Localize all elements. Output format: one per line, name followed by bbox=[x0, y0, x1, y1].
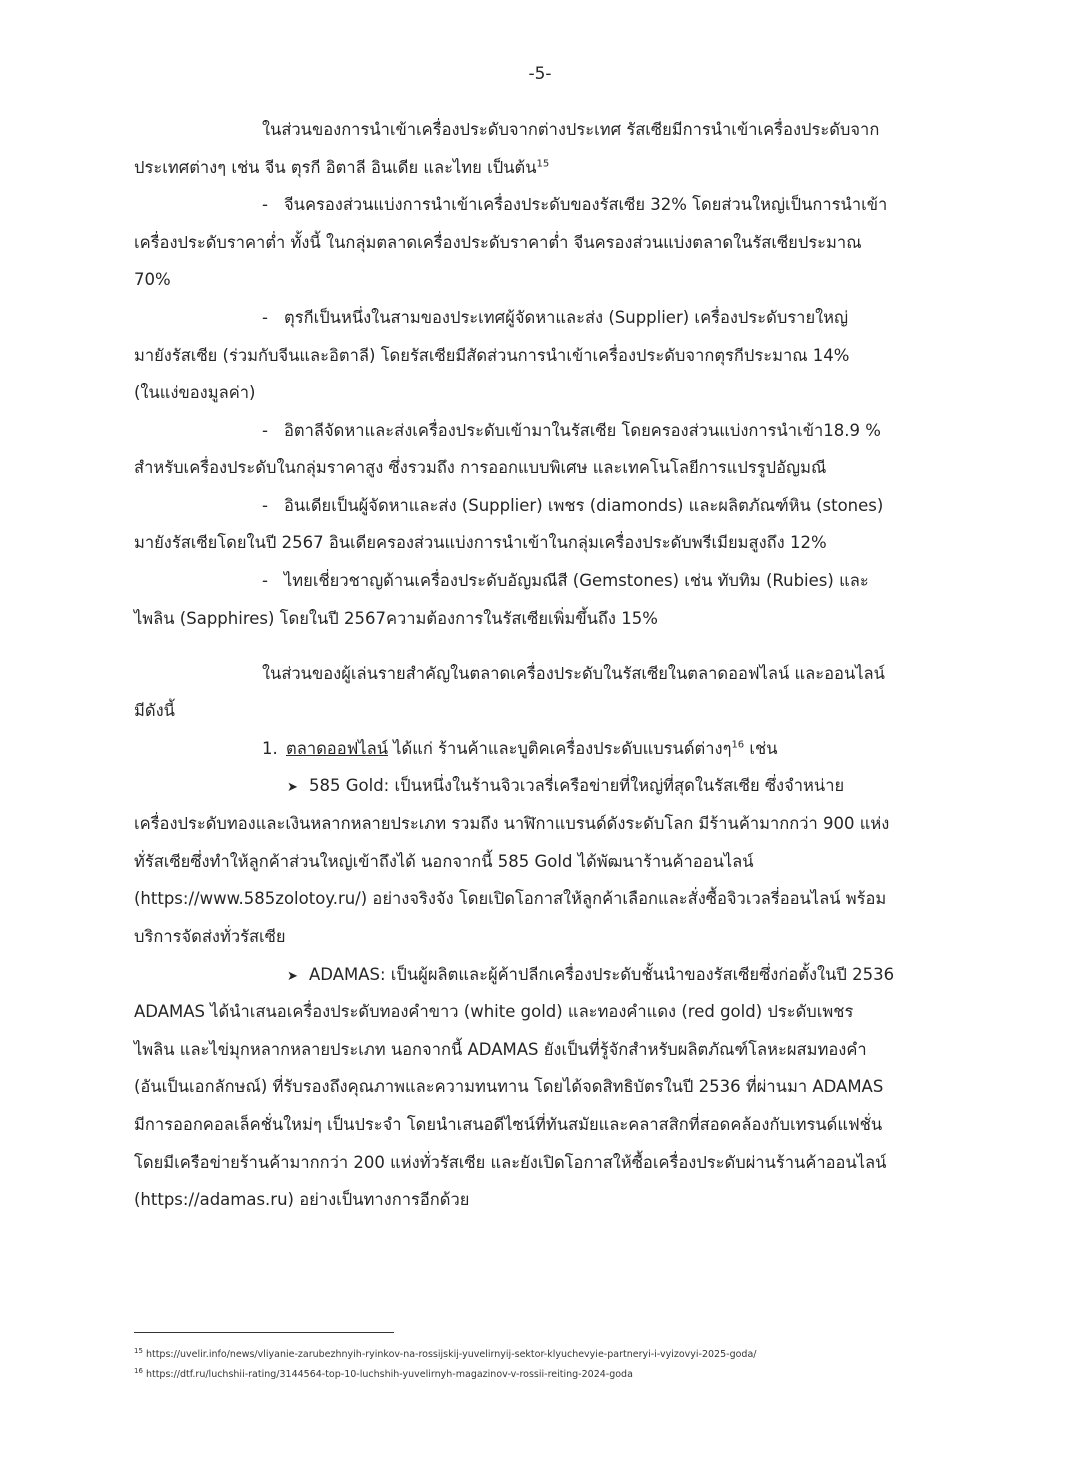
paragraph-line: มีการออกคอลเล็คชั่นใหม่ๆ เป็นประจำ โดยนำเสนอดีไซน์ที่ทันสมัยและคลาสสิกที่สอดคล้องกับเทรนด์แฟชั่น bbox=[134, 1115, 883, 1134]
paragraph-line: สำหรับเครื่องประดับในกลุ่มราคาสูง ซึ่งรวมถึง การออกแบบพิเศษ และเทคโนโลยีการแปรรูปอัญมณี bbox=[134, 458, 827, 477]
bullet-dash: - bbox=[262, 571, 268, 590]
bullet-dash: - bbox=[262, 195, 268, 214]
bullet-dash: - bbox=[262, 421, 268, 440]
bullet-dash: - bbox=[262, 496, 268, 515]
arrow-bullet-icon: ➤ bbox=[287, 969, 298, 984]
paragraph-line: มายังรัสเซีย (ร่วมกับจีนและอิตาลี) โดยรัสเซียมีสัดส่วนการนำเข้าเครื่องประดับจากตุรกีประมาณ 14% bbox=[134, 346, 850, 365]
bullet-item: - อินเดียเป็นผู้จัดหาและส่ง (Supplier) เพชร (diamonds) และผลิตภัณฑ์หิน (stones) bbox=[262, 494, 883, 518]
paragraph-line: โดยมีเครือข่ายร้านค้ามากกว่า 200 แห่งทั่วรัสเซีย และยังเปิดโอกาสให้ซื้อเครื่องประดับผ่านร้านค้าออนไลน์ bbox=[134, 1153, 887, 1172]
paragraph-line: ในส่วนของผู้เล่นรายสำคัญในตลาดเครื่องประดับในรัสเซียในตลาดออฟไลน์ และออนไลน์ bbox=[262, 664, 885, 683]
paragraph-line: ไพลิน และไข่มุกหลากหลายประเภท นอกจากนี้ ADAMAS ยังเป็นที่รู้จักสำหรับผลิตภัณฑ์โลหะผสมทองคำ bbox=[134, 1040, 867, 1059]
paragraph-line: ไพลิน (Sapphires) โดยในปี 2567ความต้องการในรัสเซียเพิ่มขึ้นถึง 15% bbox=[134, 609, 658, 628]
footnote-ref: 15 bbox=[536, 158, 550, 170]
store-item-585-gold: ➤ 585 Gold: เป็นหนึ่งในร้านจิวเวลรี่เครือข่ายที่ใหญ่ที่สุดในรัสเซีย ซึ่งจำหน่าย bbox=[287, 774, 844, 800]
paragraph-line: บริการจัดส่งทั่วรัสเซีย bbox=[134, 927, 286, 946]
paragraph-line: (อันเป็นเอกลักษณ์) ที่รับรองถึงคุณภาพและความทนทาน โดยได้จดสิทธิบัตรในปี 2536 ที่ผ่านมา ADAMAS bbox=[134, 1077, 884, 1096]
paragraph-line: มีดังนี้ bbox=[134, 701, 175, 720]
paragraph-line: ADAMAS ได้นำเสนอเครื่องประดับทองคำขาว (white gold) และทองคำแดง (red gold) ประดับเพชร bbox=[134, 1002, 854, 1021]
paragraph-line: 70% bbox=[134, 270, 171, 289]
page-number: -5- bbox=[528, 64, 552, 84]
footnote-separator bbox=[134, 1332, 394, 1333]
footnote-16: $^{16}$ https://dtf.ru/luchshii-rating/3144564-top-10-luchshih-yuvelirnyh-magazinov-v-rossii-reiting-2024-goda bbox=[134, 1366, 633, 1380]
bullet-dash: - bbox=[262, 308, 268, 327]
paragraph-line: ในส่วนของการนำเข้าเครื่องประดับจากต่างประเทศ รัสเซียมีการนำเข้าเครื่องประดับจาก bbox=[262, 120, 880, 139]
paragraph-line: มายังรัสเซียโดยในปี 2567 อินเดียครองส่วนแบ่งการนำเข้าในกลุ่มเครื่องประดับพรีเมียมสูงถึง 12% bbox=[134, 533, 827, 552]
bullet-item: - ไทยเชี่ยวชาญด้านเครื่องประดับอัญมณีสี (Gemstones) เช่น ทับทิม (Rubies) และ bbox=[262, 569, 869, 593]
store-item-adamas: ➤ ADAMAS: เป็นผู้ผลิตและผู้ค้าปลีกเครื่องประดับชั้นนำของรัสเซียซึ่งก่อตั้งในปี 2536 bbox=[287, 963, 894, 989]
footnote-15: $^{15}$ https://uvelir.info/news/vliyanie-zarubezhnyih-ryinkov-na-rossijskij-yuvelirnyij-sektor-klyuchevyie-partneryi-i-vyizovyi-2025-goda/ bbox=[134, 1346, 757, 1360]
numbered-item: 1. ตลาดออฟไลน์ ได้แก่ ร้านค้าและบูติคเครื่องประดับแบรนด์ต่างๆ$^{16}$ เช่น bbox=[262, 739, 778, 758]
paragraph-line: (https://adamas.ru) อย่างเป็นทางการอีกด้วย bbox=[134, 1190, 470, 1209]
paragraph-line: (ในแง่ของมูลค่า) bbox=[134, 383, 256, 402]
paragraph-line: ประเทศต่างๆ เช่น จีน ตุรกี อิตาลี อินเดีย และไทย เป็นต้น$^{15}$ bbox=[134, 158, 550, 177]
paragraph-line: เครื่องประดับทองและเงินหลากหลายประเภท รวมถึง นาฬิกาแบรนด์ดังระดับโลก มีร้านค้ามากกว่า 900 แห่ง bbox=[134, 814, 890, 833]
offline-market-label: ตลาดออฟไลน์ bbox=[286, 739, 388, 758]
paragraph-line: (https://www.585zolotoy.ru/) อย่างจริงจัง โดยเปิดโอกาสให้ลูกค้าเลือกและสั่งซื้อจิวเวลรี่ออนไลน์ พร้อม bbox=[134, 889, 887, 908]
bullet-item: - จีนครองส่วนแบ่งการนำเข้าเครื่องประดับของรัสเซีย 32% โดยส่วนใหญ่เป็นการนำเข้า bbox=[262, 193, 887, 217]
footnote-ref: 16 bbox=[731, 739, 745, 751]
paragraph-line: เครื่องประดับราคาต่ำ ทั้งนี้ ในกลุ่มตลาดเครื่องประดับราคาต่ำ จีนครองส่วนแบ่งตลาดในรัสเซียประมาณ bbox=[134, 233, 862, 252]
paragraph-line: ทั่รัสเซียซึ่งทำให้ลูกค้าส่วนใหญ่เข้าถึงได้ นอกจากนี้ 585 Gold ได้พัฒนาร้านค้าออนไลน์ bbox=[134, 852, 754, 871]
bullet-item: - ตุรกีเป็นหนึ่งในสามของประเทศผู้จัดหาและส่ง (Supplier) เครื่องประดับรายใหญ่ bbox=[262, 306, 848, 330]
arrow-bullet-icon: ➤ bbox=[287, 780, 298, 795]
bullet-item: - อิตาลีจัดหาและส่งเครื่องประดับเข้ามาในรัสเซีย โดยครองส่วนแบ่งการนำเข้า18.9 % bbox=[262, 419, 881, 443]
